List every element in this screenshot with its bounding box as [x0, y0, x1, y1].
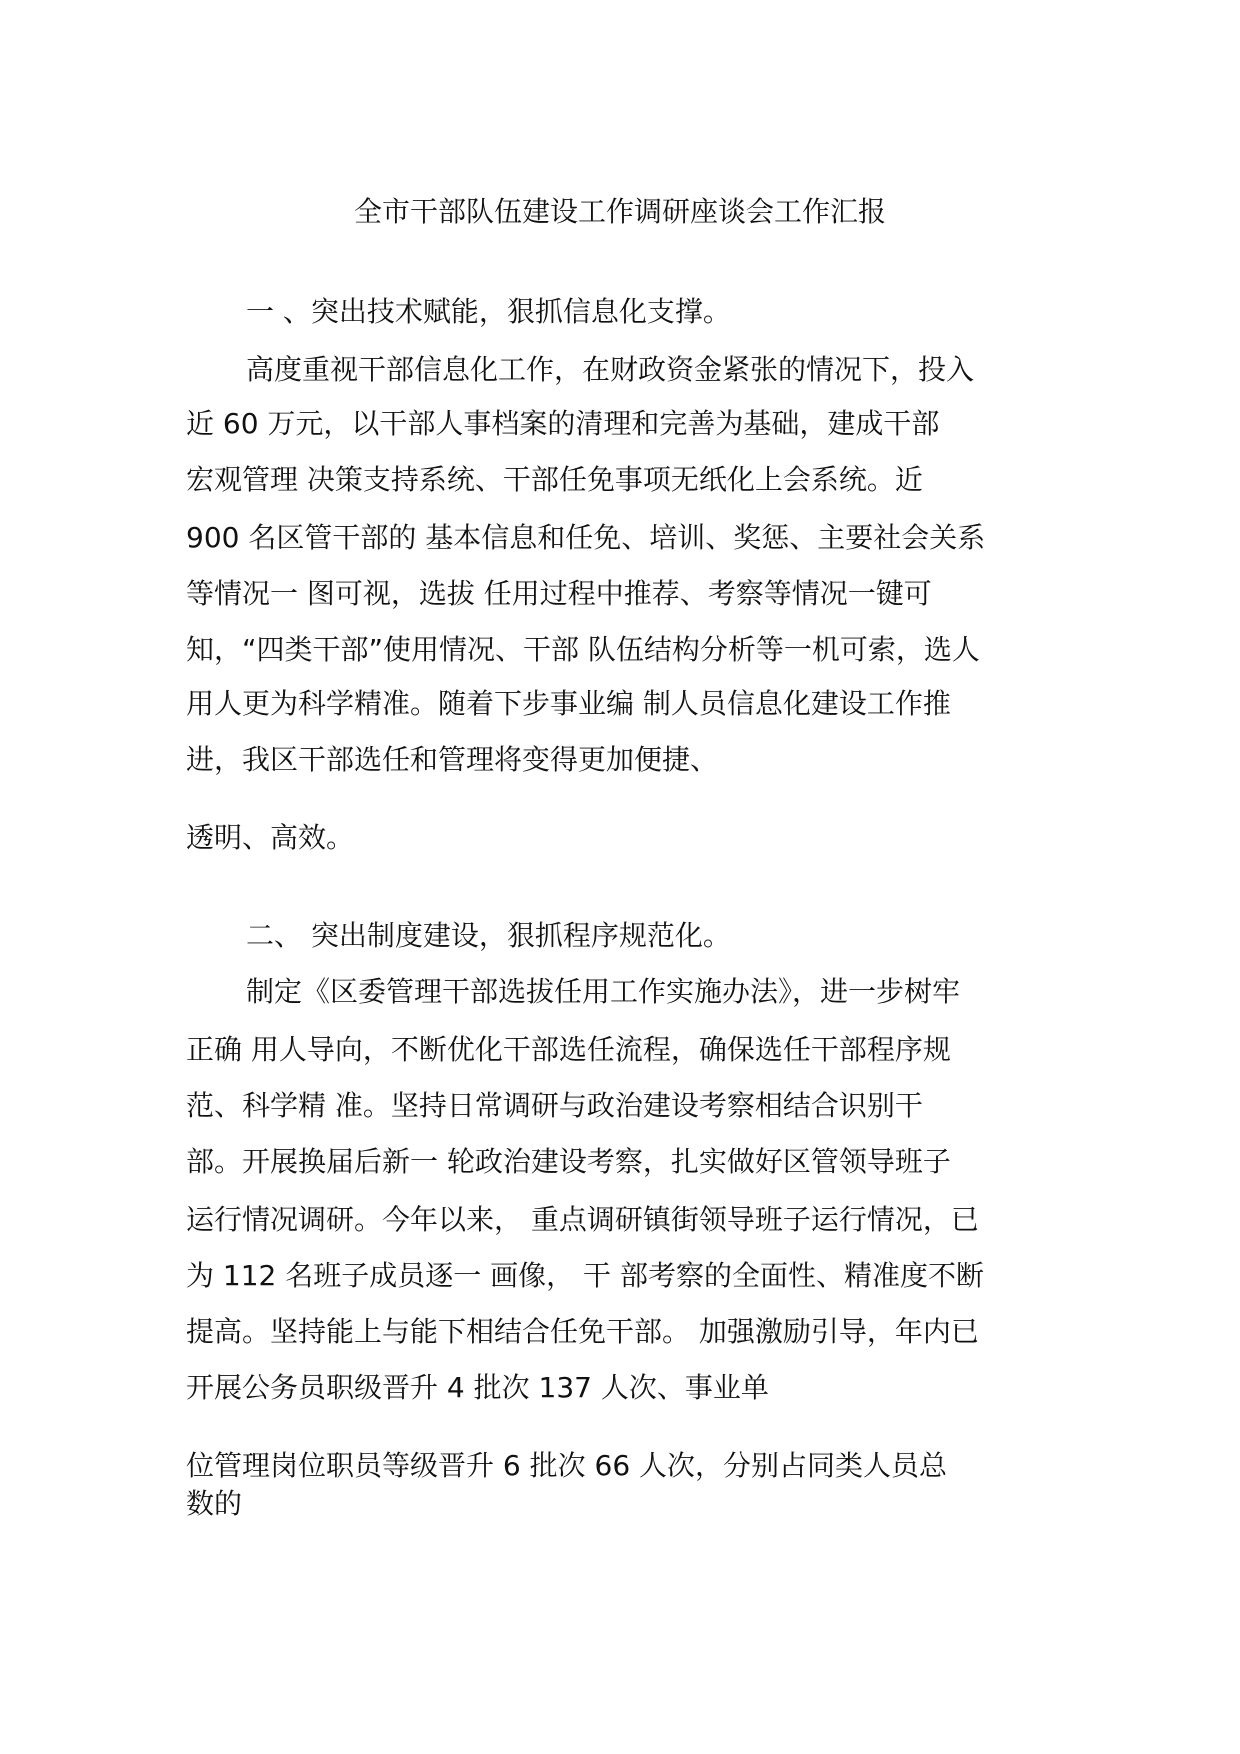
paragraph-line: 范、科学精 准。坚持日常调研与政治建设考察相结合识别干 — [186, 1089, 923, 1122]
paragraph-line: 等情况一 图可视，选拔 任用过程中推荐、考察等情况一键可 — [186, 577, 932, 610]
paragraph-line: 部。开展换届后新一 轮政治建设考察，扎实做好区管领导班子 — [186, 1145, 951, 1178]
paragraph-line: 提高。坚持能上与能下相结合任免干部。 加强激励引导，年内已 — [186, 1315, 979, 1348]
paragraph-line: 制定《区委管理干部选拔任用工作实施办法》，进一步树牢 — [246, 975, 961, 1008]
paragraph-line: 运行情况调研。今年以来， 重点调研镇街领导班子运行情况，已 — [186, 1203, 979, 1236]
paragraph-line: 进，我区干部选任和管理将变得更加便捷、 — [186, 743, 719, 776]
paragraph-line: 透明、高效。 — [186, 821, 355, 854]
section-heading-2: 二、 突出制度建设，狠抓程序规范化。 — [246, 919, 731, 952]
document-title: 全市干部队伍建设工作调研座谈会工作汇报 — [353, 195, 886, 228]
section-heading-1: 一 、突出技术赋能，狠抓信息化支撑。 — [246, 295, 731, 328]
paragraph-line: 知，“四类干部”使用情况、干部 队伍结构分析等一机可索，选人 — [186, 633, 980, 666]
paragraph-line: 为 112 名班子成员逐一 画像， 干 部考察的全面性、精准度不断 — [186, 1259, 984, 1292]
paragraph-line: 位管理岗位职员等级晋升 6 批次 66 人次，分别占同类人员总 — [186, 1449, 948, 1482]
paragraph-line: 宏观管理 决策支持系统、干部任免事项无纸化上会系统。近 — [186, 463, 923, 496]
paragraph-line: 用人更为科学精准。随着下步事业编 制人员信息化建设工作推 — [186, 687, 951, 720]
paragraph-line: 正确 用人导向，不断优化干部选任流程，确保选任干部程序规 — [186, 1033, 951, 1066]
paragraph-line: 近 60 万元，以干部人事档案的清理和完善为基础，建成干部 — [186, 407, 940, 440]
paragraph-line: 高度重视干部信息化工作，在财政资金紧张的情况下，投入 — [246, 353, 975, 386]
paragraph-line: 900 名区管干部的 基本信息和任免、培训、奖惩、主要社会关系 — [186, 521, 986, 554]
paragraph-line: 开展公务员职级晋升 4 批次 137 人次、事业单 — [186, 1371, 769, 1404]
paragraph-line: 数的 — [186, 1487, 243, 1520]
